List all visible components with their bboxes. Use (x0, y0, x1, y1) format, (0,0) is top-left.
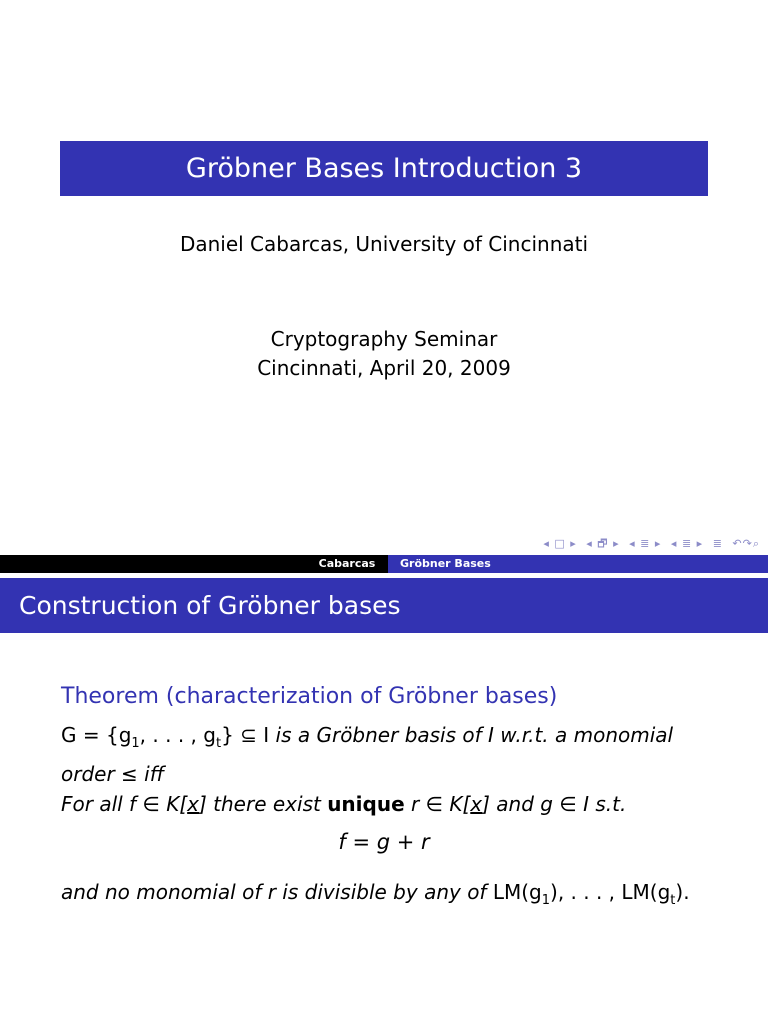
navigation-symbols[interactable] (538, 535, 760, 554)
nav-section-icon[interactable]: ◂ ≣ ▸ (670, 537, 704, 550)
theorem-line-2: order ≤ iff (61, 762, 165, 786)
author: Daniel Cabarcas, University of Cincinnati (179, 232, 589, 256)
nav-frame-icon[interactable]: ◂ 🗗 ▸ (586, 537, 620, 550)
event-name: Cryptography Seminar (270, 327, 498, 351)
nav-subsection-icon[interactable]: ◂ ≣ ▸ (629, 537, 662, 550)
display-equation: f = g + r (338, 830, 430, 854)
nav-search-icon[interactable]: ↶↷⌕ (732, 537, 760, 550)
event-date: Cincinnati, April 20, 2009 (257, 356, 511, 380)
presentation-title: Gröbner Bases Introduction 3 (185, 153, 583, 184)
frame-title: Construction of Gröbner bases (19, 591, 401, 620)
theorem-condition: and no monomial of r is divisible by any of $LM(g_1)$, . . . , $LM(g_t)$. (61, 880, 690, 908)
headline-bar (0, 555, 768, 573)
event-info (0, 325, 768, 383)
theorem-line-1: $G = \{g_1$, . . . , $g_t$} ⊆ I is a Gröbner basis of I w.r.t. a monomial (61, 723, 674, 751)
theorem-body (61, 720, 711, 819)
headline-title: Gröbner Bases (400, 557, 491, 570)
nav-slide-icon[interactable]: ◂ □ ▸ (543, 537, 577, 550)
theorem-line-3: For all f ∈ K[x] there exist unique r ∈ K[x] and g ∈ I s.t. (61, 792, 627, 816)
frame-title-bar (0, 578, 768, 633)
presentation-title-box (60, 141, 708, 196)
nav-document-icon[interactable]: ≣ (712, 537, 723, 550)
headline-author: Cabarcas (318, 557, 376, 570)
theorem-title: Theorem (characterization of Gröbner bases) (61, 684, 558, 709)
